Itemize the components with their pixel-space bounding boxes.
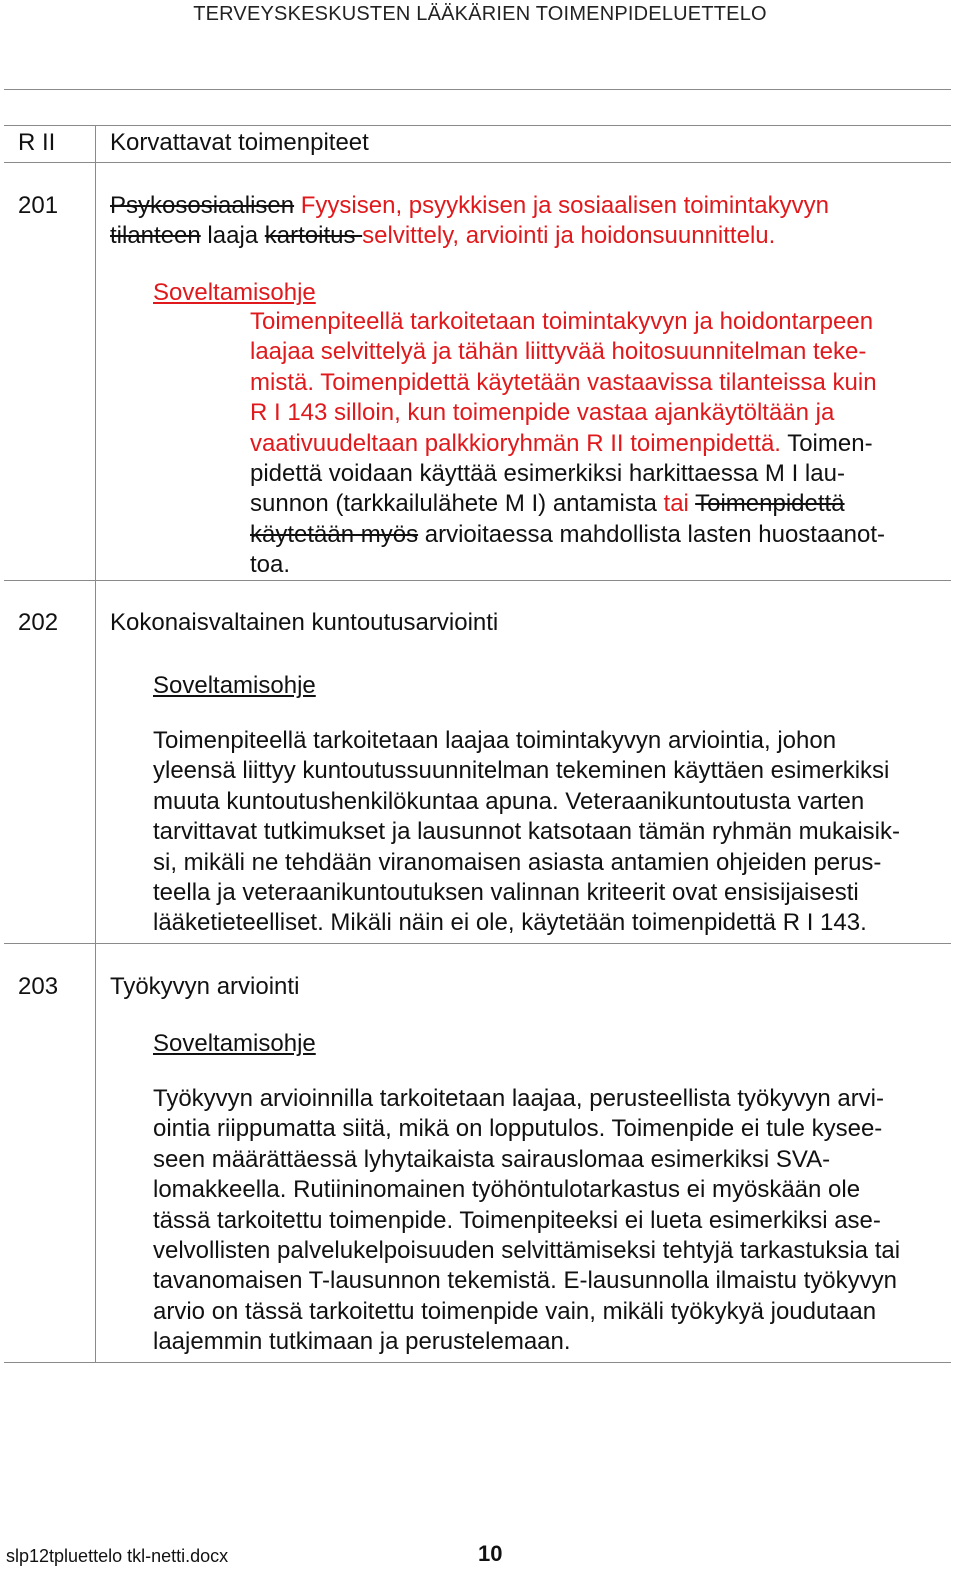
body-line: tavanomaisen T-lausunnon tekemistä. E-lausunnolla ilmaistu työkyvyn: [153, 1267, 897, 1295]
body-line: Toimenpiteellä tarkoitetaan laajaa toimintakyvyn arviointia, johon: [153, 727, 837, 754]
table-bottom-rule: [4, 1362, 951, 1363]
body-line: seen määrättäessä lyhytaikaista sairauslomaa esimerkiksi SVA-: [153, 1145, 831, 1173]
inserted-text: mistä. Toimenpidettä käytetään vastaavissa tilanteissa kuin: [250, 368, 877, 396]
table-top-rule: [4, 125, 951, 126]
item-code-202: 202: [18, 609, 59, 636]
body-line: [250, 429, 940, 459]
deleted-text: käytetään myös: [250, 520, 419, 548]
body-line: lääketieteelliset. Mikäli näin ei ole, käytetään toimenpidettä R I 143.: [153, 909, 867, 937]
body-line: si, mikäli ne tehdään viranomaisen asiasta antamien ohjeiden perus-: [153, 848, 882, 876]
plain-text: pidettä voidaan käyttää esimerkiksi harkittaessa M I lau-: [250, 460, 845, 488]
item-title-202: Kokonaisvaltainen kuntoutusarviointi: [110, 609, 499, 636]
body-line: Työkyvyn arvioinnilla tarkoitetaan laajaa, perusteellista työkyvyn arvi-: [153, 1085, 885, 1112]
body-line: arvio on tässä tarkoitettu toimenpide vain, mikäli työkykyä joudutaan: [153, 1297, 877, 1325]
body-line: [250, 368, 940, 398]
body-line: tässä tarkoitettu toimenpide. Toimenpiteeksi ei lueta esimerkiksi ase-: [153, 1206, 881, 1234]
inserted-text: R I 143 silloin, kun toimenpide vastaa ajankäytöltään ja: [250, 399, 835, 427]
item-code-201: 201: [18, 192, 59, 219]
body-line: [250, 489, 940, 519]
deleted-text: kartoitus: [264, 222, 363, 250]
item-title-201: [110, 191, 900, 252]
deleted-text: tilanteen: [110, 222, 201, 250]
row-rule-202: [4, 943, 951, 944]
footer-page-number: 10: [478, 1541, 503, 1566]
deleted-text: Toimenpidettä: [695, 490, 845, 518]
item-title-201-line-1: [110, 191, 900, 221]
item-201-body: [250, 307, 940, 581]
plain-text: arvioitaessa mahdollista lasten huostaanot-: [418, 520, 886, 548]
plain-text: toa.: [250, 551, 291, 579]
item-code-203: 203: [18, 973, 59, 1000]
inserted-text: Toimenpiteellä tarkoitetaan toimintakyvyn ja hoidontarpeen: [250, 308, 874, 335]
inserted-text: selvittely, arviointi ja hoidonsuunnittelu.: [362, 222, 776, 250]
plain-text: sunnon (tarkkailulähete M I) antamista: [250, 490, 664, 518]
space-text: [294, 192, 301, 219]
body-line: [250, 520, 940, 550]
item-202-subheading: Soveltamisohje: [153, 672, 316, 699]
inserted-text: tai: [663, 490, 689, 518]
inserted-text: laajaa selvittelyä ja tähän liittyvää hoitosuunnitelman teke-: [250, 338, 867, 366]
body-line: tarvittavat tutkimukset ja lausunnot katsotaan tämän ryhmän mukaisik-: [153, 818, 900, 846]
item-203-body: [153, 1084, 937, 1358]
body-line: yleensä liittyy kuntoutussuunnitelman tekeminen käyttäen esimerkiksi: [153, 757, 890, 785]
body-line: muuta kuntoutushenkilökuntaa apuna. Veteraanikuntoutusta varten: [153, 787, 865, 815]
item-title-203: Työkyvyn arviointi: [110, 973, 300, 1000]
inserted-text: vaativuudeltaan palkkioryhmän R II toimenpidettä.: [250, 429, 781, 457]
body-line: [250, 550, 940, 580]
column-divider: [95, 125, 96, 1363]
footer-filename: slp12tpluettelo tkl-netti.docx: [6, 1546, 229, 1566]
section-rule: [4, 162, 951, 163]
body-line: ointia riippumatta siitä, mikä on lopputulos. Toimenpide ei tule kysee-: [153, 1115, 883, 1143]
header-rule: [4, 89, 951, 90]
body-line: [250, 398, 940, 428]
deleted-text: Psykososiaalisen: [110, 192, 295, 219]
item-201-subheading: Soveltamisohje: [153, 279, 316, 306]
item-202-body: [153, 726, 937, 939]
section-code: R II: [18, 129, 56, 156]
document-header-title: TERVEYSKESKUSTEN LÄÄKÄRIEN TOIMENPIDELUETTELO: [193, 3, 767, 25]
body-line: lomakkeella. Rutiininomainen työhöntulotarkastus ei myöskään ole: [153, 1176, 861, 1204]
body-line: [250, 337, 940, 367]
body-line: teella ja veteraanikuntoutuksen valinnan kriteerit ovat ensisijaisesti: [153, 879, 859, 907]
section-title: Korvattavat toimenpiteet: [110, 129, 369, 156]
body-line: laajemmin tutkimaan ja perustelemaan.: [153, 1328, 571, 1356]
body-line: [250, 459, 940, 489]
item-title-201-line-2: [110, 221, 900, 251]
body-line: velvollisten palvelukelpoisuuden selvittämiseksi tehtyjä tarkastuksia tai: [153, 1237, 901, 1265]
plain-text: laaja: [200, 222, 265, 250]
item-203-subheading: Soveltamisohje: [153, 1030, 316, 1057]
inserted-text: Fyysisen, psyykkisen ja sosiaalisen toimintakyvyn: [300, 192, 829, 219]
body-line: [250, 307, 940, 337]
plain-text: Toimen-: [780, 429, 873, 457]
